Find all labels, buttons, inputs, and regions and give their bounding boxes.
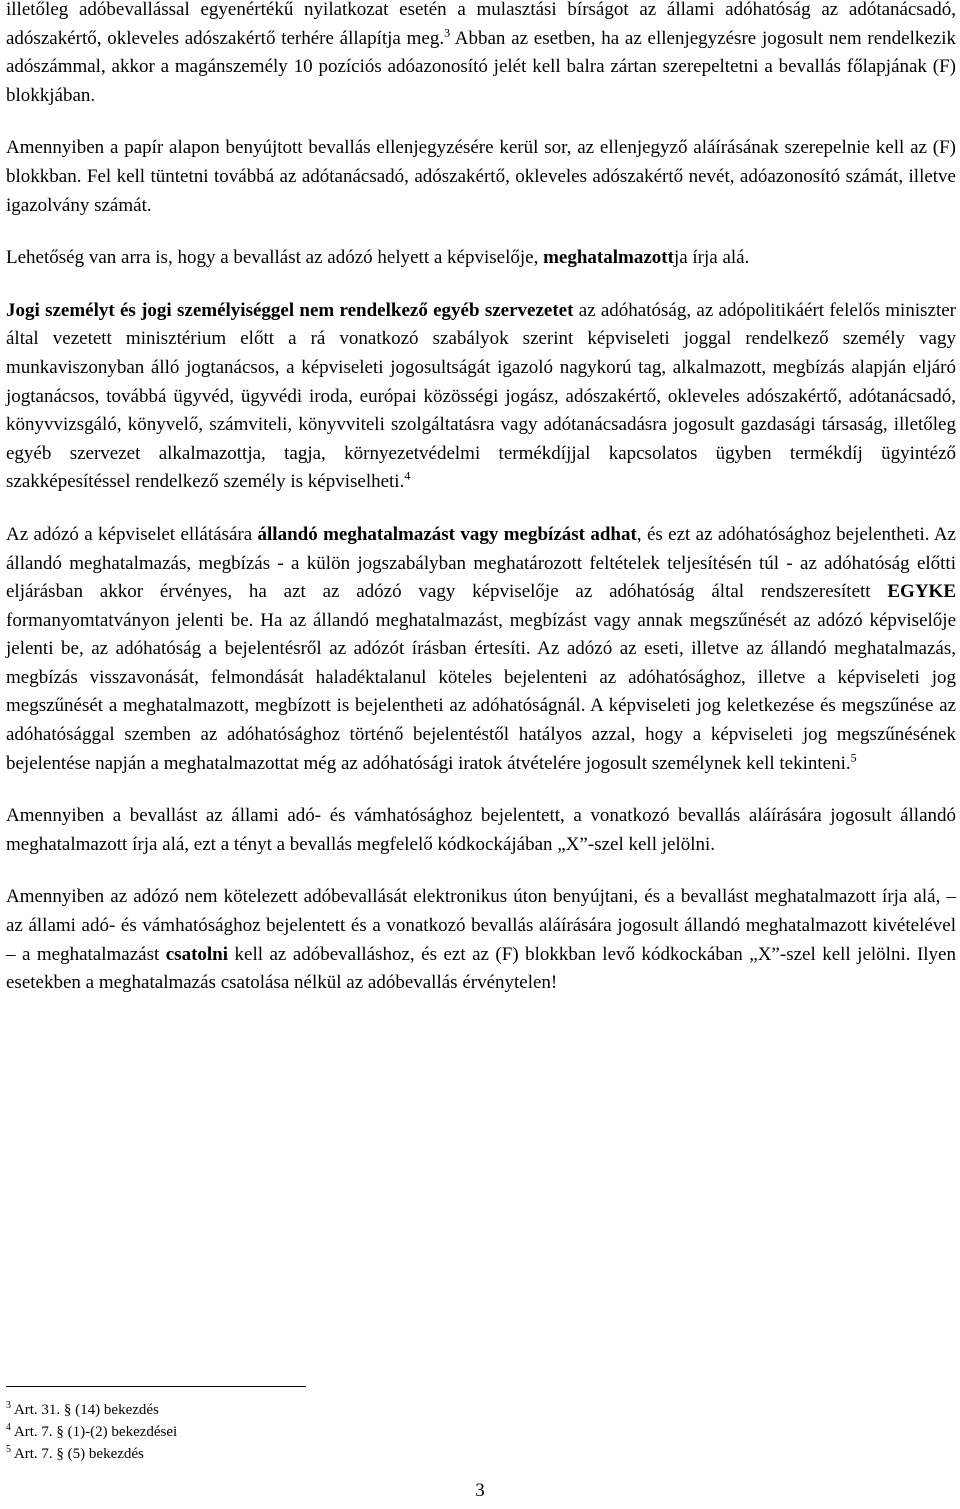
paragraph-7-text-a: Amennyiben az adózó nem kötelezett adóbevallását elektronikus úton benyújtani, és a bevallást meghatalmazott írja alá, – az állami adó- és vámhatósághoz bejelentett és a vonatkozó bevallás aláírására jogosult állandó meghatalmazott kivételével – a meghatalmazást	[6, 886, 956, 965]
footnote-ref-3[interactable]: 3	[444, 25, 451, 40]
footnote-ref-5[interactable]: 5	[850, 750, 857, 765]
paragraph-3-text-a: Lehetőség van arra is, hogy a bevallást az adózó helyett a képviselője,	[6, 247, 544, 269]
footnotes	[6, 1399, 606, 1465]
paragraph-4-bold: Jogi személyt és jogi személyiséggel nem rendelkező egyéb szervezetet	[6, 299, 574, 321]
paragraph-1-text-b: Abban az esetben, ha az ellenjegyzésre jogosult nem rendelkezik adószámmal, akkor a magánszemély 10 pozíciós adóazonosító jelét kell balra zártan szerepeltetni a bevallás főlapjának (F) blokkjában.	[6, 27, 956, 106]
paragraph-5	[6, 521, 956, 778]
footnote-number: 5	[6, 1444, 11, 1455]
paragraph-4-text: az adóhatóság, az adópolitikáért felelős miniszter által vezetett minisztérium előtt a rá vonatkozó szabályok szerint képviseleti joggal rendelkező személy vagy munkaviszonyban álló jogtanácsos, a képviseleti jogosultságát igazoló nagykorú tag, alkalmazott, megbízás alapján eljáró jogtanácsos, továbbá ügyvéd, ügyvédi iroda, európai közösségi jogász, adószakértő, okleveles adószakértő, adótanácsadó, könyvvizsgáló, könyvelő, számviteli, könyvviteli szolgáltatásra vagy adótanácsadásra jogosult gazdasági társaság, illetőleg egyéb szervezet alkalmazottja, tagja, környezetvédelmi termékdíjjal kapcsolatos ügyben termékdíj ügyintéző szakképesítéssel rendelkező személy is képviselheti.	[6, 299, 956, 493]
document-page	[6, 0, 956, 998]
footnote-number: 3	[6, 1400, 11, 1411]
paragraph-7-text-b: kell az adóbevalláshoz, és ezt az (F) blokkban levő kódkockában „X”-szel kell jelölni. Ilyen esetekben a meghatalmazás csatolása nélkül az adóbevallás érvénytelen!	[6, 943, 956, 994]
paragraph-1	[6, 0, 956, 110]
footnote-number: 4	[6, 1422, 11, 1433]
paragraph-1-text-a: illetőleg adóbevallással egyenértékű nyilatkozat esetén a mulasztási bírságot az állami adóhatóság az adótanácsadó, adószakértő, okleveles adószakértő terhére állapítja meg.	[6, 0, 956, 49]
paragraph-5-text-b: , és ezt az adóhatósághoz bejelentheti. Az állandó meghatalmazás, megbízás - a külön jogszabályban meghatározott feltételek teljesítésén túl - az adóhatóság előtti eljárásban akkor érvényes, ha azt az adózó vagy képviselője az adóhatóság által rendszeresített	[6, 523, 956, 603]
paragraph-5-bold-a: állandó meghatalmazást vagy megbízást adhat	[257, 523, 637, 545]
footnote-3	[6, 1399, 606, 1421]
paragraph-7	[6, 883, 956, 997]
footnote-separator	[6, 1386, 306, 1387]
paragraph-3-bold: meghatalmazott	[543, 247, 674, 269]
footnote-5	[6, 1443, 606, 1465]
paragraph-3-text-b: ja írja alá.	[673, 247, 750, 269]
page-number: 3	[475, 1480, 485, 1501]
paragraph-2: Amennyiben a papír alapon benyújtott bevallás ellenjegyzésére kerül sor, az ellenjegyző aláírásának szerepelnie kell az (F) blokkban. Fel kell tüntetni továbbá az adótanácsadó, adószakértő, okleveles adószakértő nevét, adóazonosító számát, illetve igazolvány számát.	[6, 137, 956, 216]
footnote-text: Art. 7. § (1)-(2) bekezdései	[13, 1424, 178, 1440]
paragraph-5-text-c: formanyomtatványon jelenti be. Ha az állandó meghatalmazást, megbízást vagy annak megszűnését az adózó képviselője jelenti be, az adóhatóság a bejelentésről az adózót írásban értesíti. Az adózó az eseti, illetve az állandó meghatalmazás, megbízás visszavonását, felmondását haladéktalanul köteles bejelenteni az adóhatósághoz, illetve a képviseleti jog megszűnését a meghatalmazott, megbízott is bejelentheti az adóhatóságnál. A képviseleti jog keletkezése és megszűnése az adóhatósággal szemben az adóhatósághoz történő bejelentéstől hatályos azzal, hogy a képviseleti jog megszűnésének bejelentése napján a meghatalmazottat még az adóhatósági iratok átvételére jogosult személynek kell tekinteni.	[6, 609, 956, 774]
footnote-ref-4[interactable]: 4	[404, 468, 411, 483]
paragraph-7-bold: csatolni	[165, 943, 229, 965]
paragraph-5-text-a: Az adózó a képviselet ellátására	[6, 523, 258, 545]
footnote-text: Art. 7. § (5) bekezdés	[13, 1446, 144, 1462]
paragraph-3	[6, 244, 956, 273]
paragraph-5-bold-b: EGYKE	[887, 581, 956, 603]
paragraph-4	[6, 297, 956, 497]
footnote-text: Art. 31. § (14) bekezdés	[13, 1402, 159, 1418]
footnote-4	[6, 1421, 606, 1443]
paragraph-6: Amennyiben a bevallást az állami adó- és vámhatósághoz bejelentett, a vonatkozó bevallás aláírására jogosult állandó meghatalmazott írja alá, ezt a tényt a bevallás megfelelő kódkockájában „X”-szel kell jelölni.	[6, 805, 956, 855]
